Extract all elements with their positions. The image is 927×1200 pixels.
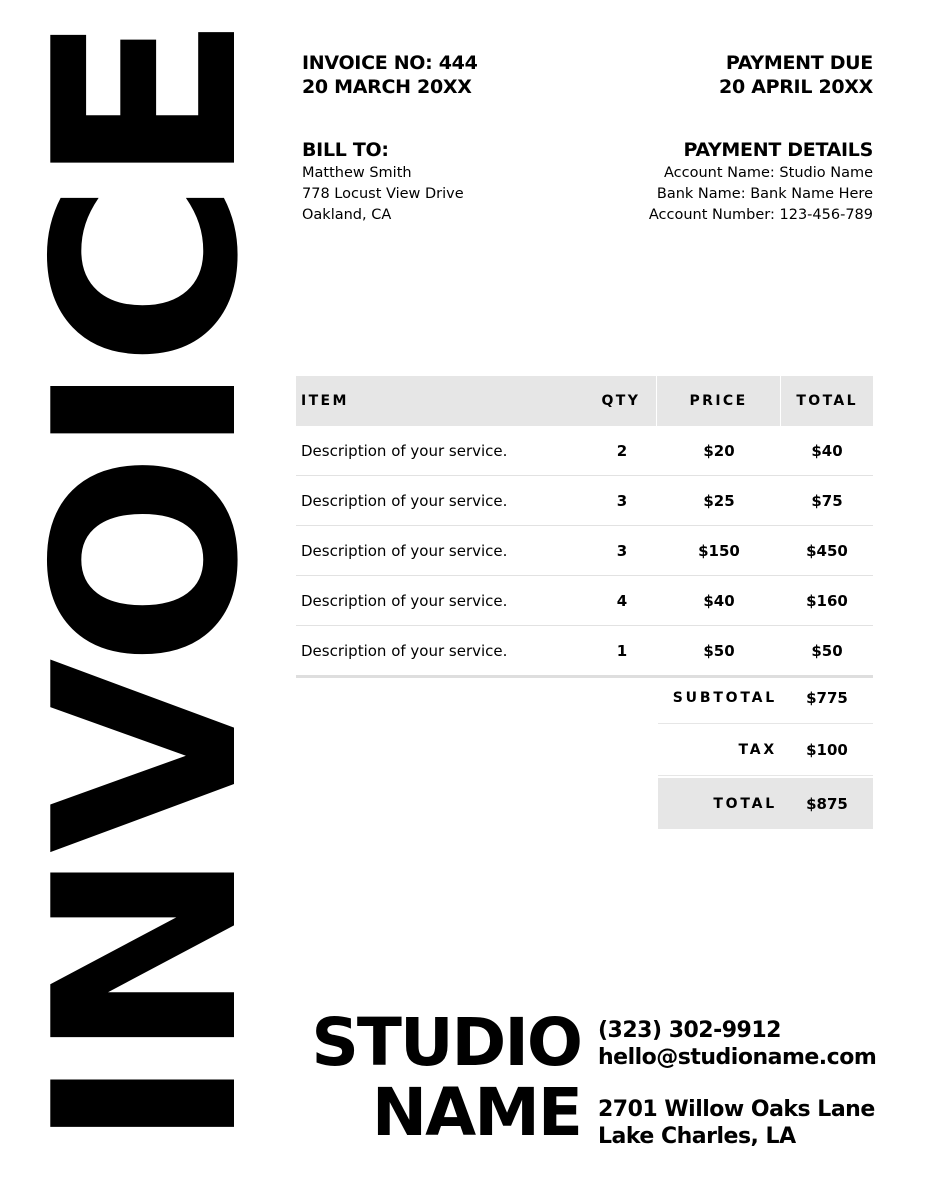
totals-block — [658, 672, 873, 829]
payment-due-label: PAYMENT DUE — [725, 52, 873, 74]
studio-address — [598, 1096, 875, 1150]
item-description: Description of your service. — [301, 541, 508, 560]
items-table — [296, 376, 873, 678]
item-total: $160 — [806, 591, 848, 610]
grand-total-label: TOTAL — [713, 795, 777, 812]
header-qty: QTY — [586, 376, 657, 426]
studio-name — [311, 1004, 581, 1151]
account-number: Account Number: 123-456-789 — [648, 207, 873, 223]
bank-name: Bank Name: Bank Name Here — [656, 186, 873, 202]
bill-to-name: Matthew Smith — [302, 165, 412, 181]
payment-due — [719, 51, 873, 99]
table-row — [296, 526, 873, 576]
item-description: Description of your service. — [301, 441, 508, 460]
item-qty: 3 — [616, 541, 628, 560]
grand-total-value: $875 — [806, 794, 848, 813]
tax-value: $100 — [806, 740, 848, 759]
payment-details — [649, 163, 873, 226]
header-item: ITEM — [296, 376, 586, 426]
invoice-number: INVOICE NO: 444 — [302, 52, 478, 74]
item-total: $75 — [811, 491, 843, 510]
subtotal-label: SUBTOTAL — [672, 689, 777, 706]
account-name: Account Name: Studio Name — [664, 165, 873, 181]
table-row — [296, 426, 873, 476]
item-total: $450 — [806, 541, 848, 560]
item-price: $40 — [703, 591, 735, 610]
header-price: PRICE — [657, 376, 782, 426]
bill-to-address-line2: Oakland, CA — [302, 207, 392, 223]
tax-label: TAX — [738, 741, 777, 758]
item-description: Description of your service. — [301, 641, 508, 660]
item-price: $50 — [703, 641, 735, 660]
invoice-info — [302, 51, 478, 99]
payment-due-date: 20 APRIL 20XX — [719, 76, 873, 98]
invoice-date: 20 MARCH 20XX — [302, 76, 472, 98]
bill-to-details — [302, 163, 464, 226]
item-qty: 3 — [616, 491, 628, 510]
table-row — [296, 626, 873, 678]
studio-phone: (323) 302-9912 — [598, 1018, 781, 1043]
header-total: TOTAL — [781, 376, 873, 426]
table-row — [296, 576, 873, 626]
studio-address-line2: Lake Charles, LA — [598, 1124, 796, 1149]
studio-contact — [598, 1017, 876, 1071]
bill-to-heading: BILL TO: — [302, 139, 389, 161]
studio-name-line2: NAME — [371, 1074, 581, 1151]
item-total: $50 — [811, 641, 843, 660]
table-row — [296, 476, 873, 526]
subtotal-value: $775 — [806, 688, 848, 707]
item-qty: 1 — [616, 641, 628, 660]
subtotal-row — [658, 672, 873, 724]
payment-details-heading: PAYMENT DETAILS — [683, 139, 873, 161]
studio-address-line1: 2701 Willow Oaks Lane — [598, 1097, 875, 1122]
item-qty: 4 — [616, 591, 628, 610]
item-description: Description of your service. — [301, 591, 508, 610]
item-price: $25 — [703, 491, 735, 510]
table-header — [296, 376, 873, 426]
item-description: Description of your service. — [301, 491, 508, 510]
invoice-title: INVOICE — [1, 17, 294, 1150]
studio-email: hello@studioname.com — [598, 1045, 877, 1070]
item-total: $40 — [811, 441, 843, 460]
item-price: $150 — [698, 541, 740, 560]
grand-total-row — [658, 778, 873, 829]
bill-to-address-line1: 778 Locust View Drive — [302, 186, 464, 202]
item-qty: 2 — [616, 441, 628, 460]
item-price: $20 — [703, 441, 735, 460]
studio-name-line1: STUDIO — [311, 1004, 581, 1081]
tax-row — [658, 724, 873, 776]
